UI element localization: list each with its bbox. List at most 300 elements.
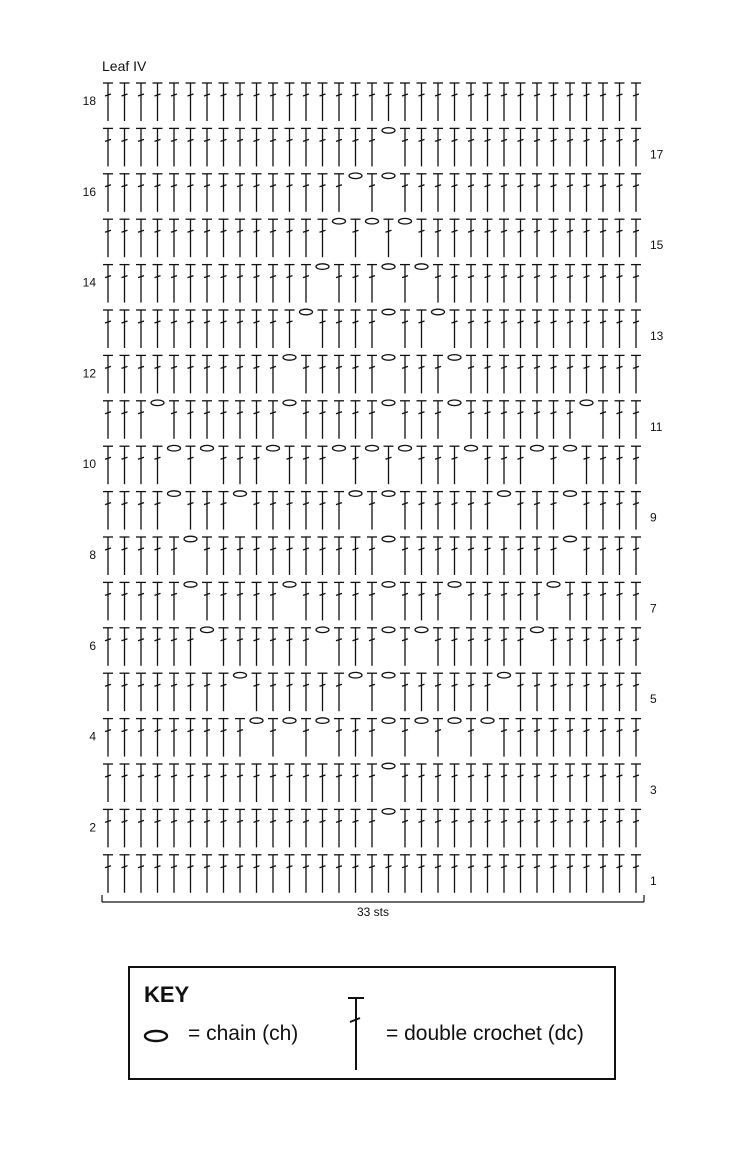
dc-stitch — [219, 764, 229, 802]
row-number-18: 18 — [82, 94, 96, 108]
dc-stitch — [334, 719, 344, 757]
chain-stitch — [399, 445, 412, 451]
dc-stitch — [516, 582, 526, 620]
chain-stitch — [382, 309, 395, 315]
dc-stitch — [202, 537, 212, 575]
chain-stitch — [382, 128, 395, 134]
dc-stitch — [103, 355, 113, 393]
dc-stitch — [565, 219, 575, 257]
chain-stitch — [382, 355, 395, 361]
chain-stitch — [382, 173, 395, 179]
dc-stitch — [301, 809, 311, 847]
dc-stitch — [598, 764, 608, 802]
chain-stitch — [382, 264, 395, 270]
dc-stitch — [582, 673, 592, 711]
dc-stitch — [202, 719, 212, 757]
dc-stitch — [417, 174, 427, 212]
dc-stitch — [120, 719, 130, 757]
dc-stitch — [367, 764, 377, 802]
dc-stitch — [120, 809, 130, 847]
dc-stitch — [499, 174, 509, 212]
dc-stitch — [516, 719, 526, 757]
dc-stitch — [549, 719, 559, 757]
chain-stitch — [498, 672, 511, 678]
dc-stitch — [186, 83, 196, 121]
dc-stitch — [351, 764, 361, 802]
chain-stitch — [168, 491, 181, 497]
dc-stitch — [450, 83, 460, 121]
chain-stitch — [564, 536, 577, 542]
dc-stitch — [631, 492, 641, 530]
dc-stitch — [301, 128, 311, 166]
dc-stitch — [565, 855, 575, 893]
dc-stitch — [516, 128, 526, 166]
chain-stitch — [349, 672, 362, 678]
chain-stitch — [448, 355, 461, 361]
dc-stitch — [598, 855, 608, 893]
dc-stitch — [565, 719, 575, 757]
chain-stitch — [415, 627, 428, 633]
dc-stitch — [598, 582, 608, 620]
dc-stitch — [235, 764, 245, 802]
dc-stitch — [202, 355, 212, 393]
chain-stitch — [580, 400, 593, 406]
stitch-count-bracket — [102, 895, 644, 902]
chain-stitch — [382, 536, 395, 542]
chart-row-11 — [103, 400, 663, 439]
dc-stitch — [433, 673, 443, 711]
dc-stitch — [499, 719, 509, 757]
dc-stitch — [565, 174, 575, 212]
row-number-2: 2 — [89, 820, 96, 835]
dc-stitch — [384, 855, 394, 893]
dc-stitch — [466, 83, 476, 121]
chart-row-9 — [103, 491, 657, 530]
dc-stitch — [219, 673, 229, 711]
dc-stitch — [334, 582, 344, 620]
chain-stitch — [465, 445, 478, 451]
dc-stitch — [153, 809, 163, 847]
dc-stitch — [598, 492, 608, 530]
dc-stitch — [549, 628, 559, 666]
dc-stitch — [417, 673, 427, 711]
dc-stitch — [516, 673, 526, 711]
dc-stitch — [186, 764, 196, 802]
dc-stitch — [169, 537, 179, 575]
chain-stitch — [201, 445, 214, 451]
chain-stitch — [448, 718, 461, 724]
dc-stitch — [450, 446, 460, 484]
dc-stitch — [351, 310, 361, 348]
dc-stitch — [202, 265, 212, 303]
dc-stitch — [499, 265, 509, 303]
chart-title: Leaf IV — [102, 58, 147, 74]
dc-stitch — [235, 83, 245, 121]
dc-stitch — [466, 855, 476, 893]
dc-stitch — [186, 219, 196, 257]
dc-stitch — [169, 401, 179, 439]
dc-stitch — [367, 628, 377, 666]
dc-stitch — [219, 582, 229, 620]
dc-stitch — [565, 83, 575, 121]
dc-stitch — [532, 128, 542, 166]
chart-row-10 — [83, 445, 641, 484]
dc-stitch — [136, 492, 146, 530]
dc-stitch — [219, 492, 229, 530]
dc-stitch — [582, 265, 592, 303]
dc-stitch — [450, 128, 460, 166]
chart-row-2 — [89, 809, 641, 848]
chain-stitch — [481, 718, 494, 724]
dc-stitch — [268, 83, 278, 121]
dc-stitch — [252, 492, 262, 530]
dc-stitch — [318, 219, 328, 257]
dc-stitch — [631, 355, 641, 393]
dc-stitch — [400, 401, 410, 439]
dc-stitch — [120, 537, 130, 575]
dc-stitch — [153, 673, 163, 711]
dc-stitch — [186, 446, 196, 484]
dc-stitch — [483, 446, 493, 484]
dc-stitch — [186, 492, 196, 530]
dc-stitch — [499, 401, 509, 439]
dc-stitch — [285, 265, 295, 303]
dc-stitch — [400, 492, 410, 530]
dc-stitch — [582, 537, 592, 575]
dc-stitch — [499, 855, 509, 893]
chain-stitch — [201, 627, 214, 633]
dc-stitch — [549, 128, 559, 166]
chart-row-1 — [103, 855, 657, 893]
dc-stitch — [301, 219, 311, 257]
dc-stitch — [483, 401, 493, 439]
chain-stitch — [415, 718, 428, 724]
dc-stitch — [136, 174, 146, 212]
dc-stitch — [153, 128, 163, 166]
dc-stitch — [631, 401, 641, 439]
dc-stitch — [301, 628, 311, 666]
dc-stitch — [351, 582, 361, 620]
dc-stitch — [483, 310, 493, 348]
dc-stitch — [367, 809, 377, 847]
dc-stitch — [268, 719, 278, 757]
dc-stitch — [532, 83, 542, 121]
key-dc-label: = double crochet (dc) — [386, 1022, 584, 1045]
dc-stitch — [433, 764, 443, 802]
dc-stitch — [219, 355, 229, 393]
dc-stitch — [318, 673, 328, 711]
dc-stitch — [615, 310, 625, 348]
chain-stitch — [349, 173, 362, 179]
dc-stitch — [153, 492, 163, 530]
dc-stitch — [219, 83, 229, 121]
dc-stitch — [252, 401, 262, 439]
dc-stitch — [334, 128, 344, 166]
dc-stitch — [433, 401, 443, 439]
dc-stitch — [417, 128, 427, 166]
dc-stitch — [268, 174, 278, 212]
dc-stitch — [516, 492, 526, 530]
chain-stitch — [531, 627, 544, 633]
dc-stitch — [136, 855, 146, 893]
dc-stitch — [417, 355, 427, 393]
dc-stitch — [268, 537, 278, 575]
dc-stitch — [136, 128, 146, 166]
dc-stitch — [301, 355, 311, 393]
dc-stitch — [516, 219, 526, 257]
dc-stitch — [202, 855, 212, 893]
dc-stitch — [268, 855, 278, 893]
chain-stitch — [333, 218, 346, 224]
dc-stitch — [318, 355, 328, 393]
row-number-6: 6 — [89, 638, 96, 653]
chain-stitch — [283, 718, 296, 724]
dc-stitch — [202, 219, 212, 257]
chain-stitch — [564, 445, 577, 451]
dc-stitch — [334, 492, 344, 530]
dc-stitch — [153, 355, 163, 393]
dc-stitch — [565, 355, 575, 393]
dc-stitch — [532, 809, 542, 847]
dc-stitch — [186, 174, 196, 212]
dc-stitch — [499, 219, 509, 257]
dc-stitch — [202, 401, 212, 439]
dc-stitch — [367, 128, 377, 166]
dc-stitch — [153, 855, 163, 893]
chain-stitch — [349, 491, 362, 497]
dc-stitch — [186, 809, 196, 847]
dc-stitch — [351, 355, 361, 393]
dc-stitch — [318, 537, 328, 575]
dc-stitch — [268, 355, 278, 393]
dc-stitch — [186, 628, 196, 666]
dc-stitch — [120, 219, 130, 257]
dc-stitch — [483, 174, 493, 212]
dc-stitch — [499, 537, 509, 575]
dc-stitch — [301, 401, 311, 439]
dc-stitch — [186, 355, 196, 393]
dc-stitch — [285, 809, 295, 847]
dc-stitch — [235, 128, 245, 166]
dc-stitch — [549, 83, 559, 121]
dc-stitch — [598, 355, 608, 393]
dc-stitch — [103, 855, 113, 893]
dc-stitch — [433, 537, 443, 575]
dc-stitch — [153, 174, 163, 212]
dc-stitch — [318, 174, 328, 212]
dc-stitch — [120, 446, 130, 484]
dc-stitch — [318, 310, 328, 348]
dc-stitch — [235, 628, 245, 666]
dc-stitch — [136, 582, 146, 620]
chain-stitch — [151, 400, 164, 406]
dc-stitch — [351, 446, 361, 484]
dc-stitch — [367, 355, 377, 393]
dc-stitch — [631, 219, 641, 257]
dc-stitch — [268, 492, 278, 530]
dc-stitch — [631, 855, 641, 893]
dc-stitch — [417, 855, 427, 893]
chain-stitch — [300, 309, 313, 315]
dc-stitch — [367, 265, 377, 303]
dc-stitch — [417, 582, 427, 620]
dc-stitch — [301, 582, 311, 620]
dc-stitch — [516, 764, 526, 802]
dc-stitch — [252, 355, 262, 393]
dc-stitch — [285, 128, 295, 166]
dc-stitch — [318, 764, 328, 802]
dc-stitch — [516, 355, 526, 393]
chain-stitch — [168, 445, 181, 451]
dc-stitch — [615, 219, 625, 257]
dc-stitch — [186, 673, 196, 711]
dc-stitch — [549, 537, 559, 575]
dc-stitch — [565, 401, 575, 439]
dc-stitch — [318, 492, 328, 530]
dc-stitch — [169, 673, 179, 711]
dc-stitch — [483, 673, 493, 711]
dc-stitch — [433, 492, 443, 530]
dc-stitch — [549, 855, 559, 893]
dc-stitch — [268, 582, 278, 620]
row-number-10: 10 — [82, 457, 96, 472]
dc-stitch — [631, 719, 641, 757]
dc-stitch — [103, 219, 113, 257]
chain-stitch — [283, 355, 296, 361]
chain-stitch — [448, 582, 461, 588]
dc-stitch — [103, 265, 113, 303]
dc-stitch — [252, 537, 262, 575]
dc-stitch — [301, 174, 311, 212]
dc-stitch — [631, 174, 641, 212]
dc-stitch — [615, 128, 625, 166]
dc-stitch — [532, 401, 542, 439]
dc-stitch — [367, 855, 377, 893]
dc-stitch — [103, 492, 113, 530]
dc-stitch — [400, 809, 410, 847]
dc-stitch — [120, 673, 130, 711]
dc-stitch — [450, 673, 460, 711]
chain-stitch — [382, 627, 395, 633]
dc-stitch — [417, 446, 427, 484]
dc-stitch — [235, 719, 245, 757]
dc-stitch — [466, 628, 476, 666]
dc-stitch — [120, 310, 130, 348]
dc-stitch — [186, 310, 196, 348]
dc-stitch — [202, 582, 212, 620]
dc-stitch — [153, 310, 163, 348]
dc-stitch — [285, 310, 295, 348]
dc-stitch — [532, 174, 542, 212]
dc-stitch — [169, 809, 179, 847]
dc-stitch — [136, 446, 146, 484]
dc-stitch — [301, 446, 311, 484]
dc-stitch — [549, 219, 559, 257]
dc-stitch — [136, 537, 146, 575]
dc-stitch — [450, 764, 460, 802]
row-number-16: 16 — [82, 184, 96, 199]
dc-stitch — [483, 492, 493, 530]
dc-stitch — [598, 628, 608, 666]
dc-stitch — [631, 582, 641, 620]
dc-stitch — [334, 537, 344, 575]
row-number-3: 3 — [650, 783, 657, 797]
dc-stitch — [615, 355, 625, 393]
dc-stitch — [516, 446, 526, 484]
dc-stitch — [400, 174, 410, 212]
dc-stitch — [450, 492, 460, 530]
dc-stitch — [219, 446, 229, 484]
dc-stitch — [367, 537, 377, 575]
dc-stitch — [549, 809, 559, 847]
dc-stitch — [582, 219, 592, 257]
dc-stitch — [615, 809, 625, 847]
dc-stitch — [285, 492, 295, 530]
dc-stitch — [582, 719, 592, 757]
dc-stitch — [499, 446, 509, 484]
double-crochet-icon — [344, 994, 368, 1074]
dc-stitch — [120, 83, 130, 121]
dc-stitch — [631, 764, 641, 802]
chart-row-6 — [89, 627, 641, 666]
dc-stitch — [103, 628, 113, 666]
dc-stitch — [268, 401, 278, 439]
dc-stitch — [285, 446, 295, 484]
dc-stitch — [318, 401, 328, 439]
dc-stitch — [169, 855, 179, 893]
dc-stitch — [219, 128, 229, 166]
dc-stitch — [186, 128, 196, 166]
dc-stitch — [136, 219, 146, 257]
dc-stitch — [136, 764, 146, 802]
dc-stitch — [103, 582, 113, 620]
dc-stitch — [202, 809, 212, 847]
dc-stitch — [384, 446, 394, 484]
dc-stitch — [450, 219, 460, 257]
chain-stitch — [382, 672, 395, 678]
dc-stitch — [450, 855, 460, 893]
dc-stitch — [450, 310, 460, 348]
chain-stitch — [382, 491, 395, 497]
chain-oval-icon — [142, 1026, 172, 1046]
dc-stitch — [367, 719, 377, 757]
dc-stitch — [202, 673, 212, 711]
dc-stitch — [549, 492, 559, 530]
dc-stitch — [549, 401, 559, 439]
dc-stitch — [351, 128, 361, 166]
chain-stitch — [382, 809, 395, 815]
chain-stitch — [531, 445, 544, 451]
chain-stitch — [415, 264, 428, 270]
dc-stitch — [598, 719, 608, 757]
dc-stitch — [136, 673, 146, 711]
dc-stitch — [582, 809, 592, 847]
dc-stitch — [499, 128, 509, 166]
dc-stitch — [334, 174, 344, 212]
chain-stitch — [333, 445, 346, 451]
chart-row-17 — [103, 128, 664, 167]
dc-stitch — [103, 401, 113, 439]
dc-stitch — [400, 582, 410, 620]
dc-stitch — [120, 265, 130, 303]
dc-stitch — [400, 537, 410, 575]
dc-stitch — [483, 355, 493, 393]
dc-stitch — [169, 355, 179, 393]
dc-stitch — [334, 355, 344, 393]
dc-stitch — [417, 537, 427, 575]
dc-stitch — [219, 265, 229, 303]
dc-stitch — [235, 855, 245, 893]
